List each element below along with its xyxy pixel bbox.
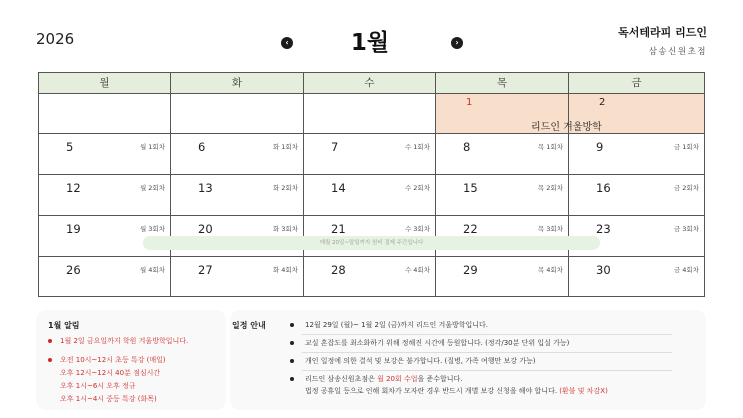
calendar-day-cell[interactable] xyxy=(39,134,171,175)
month-title: 1월 xyxy=(350,30,390,56)
session-label: 목 1회차 xyxy=(537,143,563,151)
session-label: 월 2회차 xyxy=(139,184,165,192)
calendar-day-cell[interactable] xyxy=(171,134,304,175)
notice-hours-line: 오후 12시~12시 40분 점심시간 xyxy=(60,369,161,377)
calendar-grid xyxy=(38,72,705,297)
calendar-day-cell[interactable] xyxy=(436,134,569,175)
day-number: 28 xyxy=(331,263,346,277)
day-number: 21 xyxy=(331,222,346,236)
monthly-notice-panel xyxy=(36,310,226,410)
divider xyxy=(302,352,672,353)
day-number: 1 xyxy=(466,97,473,108)
day-number: 27 xyxy=(198,263,213,277)
day-number: 19 xyxy=(66,222,81,236)
schedule-item: 12월 29일 (월)~ 1월 2일 (금)까지 리드인 겨울방학입니다. xyxy=(305,321,489,329)
bullet-icon xyxy=(290,377,294,381)
calendar-day-cell[interactable] xyxy=(304,94,436,134)
schedule-item-makeup xyxy=(305,386,608,396)
calendar-day-cell[interactable] xyxy=(171,94,304,134)
day-number: 12 xyxy=(66,181,81,195)
sessions-prefix: 리드인 삼송신원초점은 xyxy=(305,375,378,383)
calendar-day-cell[interactable] xyxy=(39,175,171,216)
schedule-item: 교실 혼잡도를 최소화하기 위해 정해진 시간에 등원합니다. (정각/30분 단위 입실 가능) xyxy=(305,339,570,347)
bullet-icon xyxy=(290,323,294,327)
day-number: 22 xyxy=(463,222,478,236)
session-label: 금 4회차 xyxy=(673,266,699,274)
notice-title: 1월 알림 xyxy=(48,321,80,330)
weekday-header: 목 xyxy=(436,73,569,94)
brand xyxy=(618,24,707,57)
session-label: 목 4회차 xyxy=(537,266,563,274)
calendar-day-cell[interactable] xyxy=(171,257,304,297)
weekday-header: 수 xyxy=(304,73,436,94)
bullet-icon xyxy=(48,358,52,362)
session-label: 화 3회차 xyxy=(272,225,298,233)
divider xyxy=(302,370,672,371)
calendar-day-cell[interactable] xyxy=(569,257,704,297)
session-label: 화 2회차 xyxy=(272,184,298,192)
calendar-day-cell[interactable] xyxy=(39,94,171,134)
day-number: 6 xyxy=(198,140,206,154)
day-number: 7 xyxy=(331,140,339,154)
calendar-day-cell[interactable] xyxy=(436,257,569,297)
divider xyxy=(302,334,672,335)
year-label: 2026 xyxy=(36,30,75,48)
session-label: 목 2회차 xyxy=(537,184,563,192)
vacation-label: 리드인 겨울방학 xyxy=(531,122,602,133)
calendar-day-cell[interactable] xyxy=(569,175,704,216)
chevron-left-icon[interactable]: ‹ xyxy=(281,37,293,49)
payment-notice-bar: 매월 20일~말일까지 원비 결제 주간입니다 xyxy=(143,236,600,250)
calendar-day-cell[interactable] xyxy=(171,175,304,216)
weekday-header: 월 xyxy=(39,73,171,94)
schedule-item: 개인 일정에 의한 결석 및 보강은 불가합니다. (질병, 가족 여행만 보강 가능) xyxy=(305,357,536,365)
bullet-icon xyxy=(48,339,52,343)
calendar-day-cell[interactable] xyxy=(304,175,436,216)
brand-branch: 삼송신원초점 xyxy=(648,47,707,57)
weekday-header: 금 xyxy=(569,73,704,94)
makeup-note: (환불 및 차감X) xyxy=(559,387,608,395)
session-label: 수 4회차 xyxy=(404,266,430,274)
session-label: 수 2회차 xyxy=(404,184,430,192)
calendar-day-cell[interactable] xyxy=(436,175,569,216)
day-number: 16 xyxy=(596,181,611,195)
day-number: 29 xyxy=(463,263,478,277)
calendar-day-cell[interactable] xyxy=(304,257,436,297)
sessions-count: 월 20회 수업 xyxy=(377,375,418,383)
weekday-header: 화 xyxy=(171,73,304,94)
session-label: 금 1회차 xyxy=(673,143,699,151)
session-label: 금 2회차 xyxy=(673,184,699,192)
session-label: 화 4회차 xyxy=(272,266,298,274)
bullet-icon xyxy=(290,359,294,363)
calendar-day-cell[interactable] xyxy=(39,257,171,297)
brand-name: 독서테라피 리드인 xyxy=(618,26,707,39)
session-label: 월 1회차 xyxy=(139,143,165,151)
session-label: 월 3회차 xyxy=(139,225,165,233)
day-number: 14 xyxy=(331,181,346,195)
calendar-day-cell[interactable] xyxy=(569,134,704,175)
day-number: 23 xyxy=(596,222,611,236)
day-number: 26 xyxy=(66,263,81,277)
session-label: 월 4회차 xyxy=(139,266,165,274)
bullet-icon xyxy=(290,341,294,345)
session-label: 화 1회차 xyxy=(272,143,298,151)
notice-hours-line: 오후 1시~6시 오후 정규 xyxy=(60,382,136,390)
calendar-day-cell[interactable] xyxy=(304,134,436,175)
day-number: 30 xyxy=(596,263,611,277)
chevron-right-icon[interactable]: › xyxy=(451,37,463,49)
notice-item-vacation: 1월 2일 금요일까지 학원 겨울방학입니다. xyxy=(60,337,189,345)
day-number: 9 xyxy=(596,140,604,154)
day-number: 15 xyxy=(463,181,478,195)
session-label: 금 3회차 xyxy=(673,225,699,233)
schedule-info-panel xyxy=(230,310,706,410)
notice-hours-line: 오후 1시~4시 중등 특강 (화목) xyxy=(60,395,157,403)
day-number: 2 xyxy=(599,97,606,108)
schedule-title: 일정 안내 xyxy=(232,321,266,330)
day-number: 13 xyxy=(198,181,213,195)
schedule-item-sessions xyxy=(305,374,463,384)
session-label: 수 3회차 xyxy=(404,225,430,233)
sessions-suffix: 을 준수합니다. xyxy=(417,375,463,383)
session-label: 목 3회차 xyxy=(537,225,563,233)
day-number: 5 xyxy=(66,140,74,154)
session-label: 수 1회차 xyxy=(404,143,430,151)
makeup-text: 법정 공휴일 등으로 인해 회차가 모자란 경우 반드시 개별 보강 신청을 해야 합니다. xyxy=(305,387,560,395)
notice-hours-line: 오전 10시~12시 초등 특강 (매일) xyxy=(60,356,166,364)
day-number: 20 xyxy=(198,222,213,236)
day-number: 8 xyxy=(463,140,471,154)
